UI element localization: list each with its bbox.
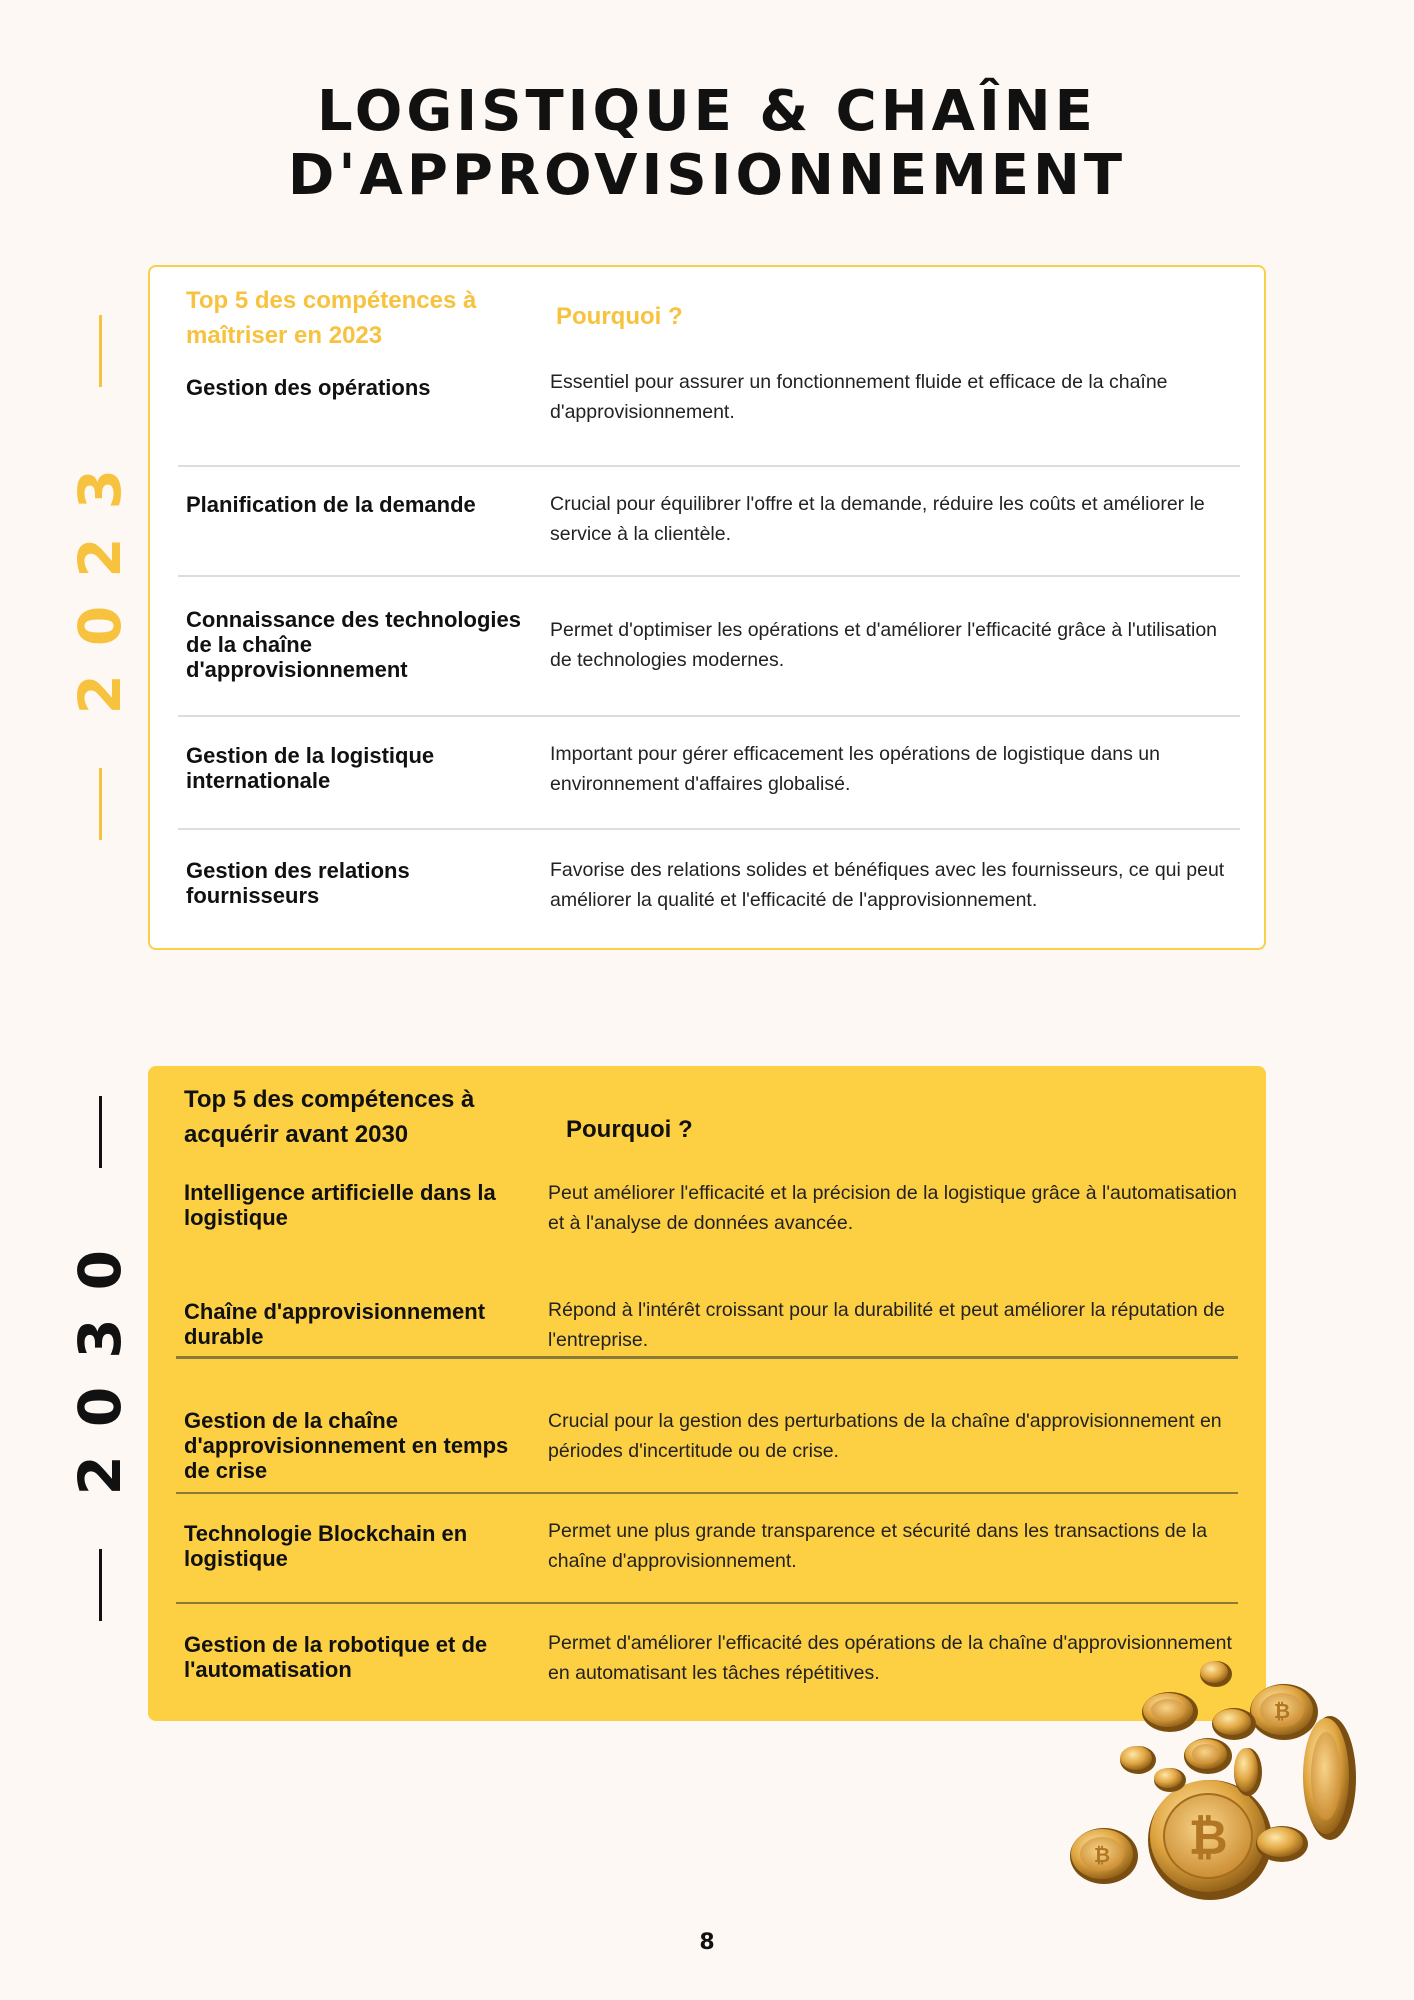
coin-icon [1120, 1746, 1156, 1774]
header-skills: Top 5 des compétences à acquérir avant 2030 [184, 1086, 475, 1148]
table-row [178, 359, 1240, 467]
year-text-2023: 2023 [66, 441, 134, 715]
skill-reason: Répond à l'intérêt croissant pour la durabilité et peut améliorer la réputation de l'entreprise. [548, 1299, 1225, 1351]
coin-icon [1142, 1692, 1198, 1732]
skill-reason: Permet d'améliorer l'efficacité des opérations de la chaîne d'approvisionnement en automatisant les tâches répétitives. [548, 1632, 1232, 1684]
skill-name: Chaîne d'approvisionnement durable [184, 1299, 486, 1349]
header-why: Pourquoi ? [556, 303, 683, 330]
coin-icon [1256, 1826, 1308, 1862]
skill-name: Gestion de la chaîne d'approvisionnement en temps de crise [184, 1408, 509, 1483]
svg-text:₿: ₿ [1093, 1843, 1111, 1867]
card-header [184, 1082, 1234, 1152]
year-text-2030: 2030 [66, 1222, 134, 1496]
header-why: Pourquoi ? [566, 1116, 693, 1143]
skill-name: Intelligence artificielle dans la logistique [184, 1180, 496, 1230]
bitcoin-coins-illustration [1060, 1660, 1380, 1950]
skills-card-2030 [148, 1066, 1266, 1721]
skill-reason: Peut améliorer l'efficacité et la précision de la logistique grâce à l'automatisation et à l'analyse de données avancée. [548, 1182, 1237, 1234]
page-number: 8 [699, 1930, 715, 1955]
year-label-2030 [50, 1096, 150, 1621]
coin-icon [1234, 1748, 1262, 1796]
card-header [186, 283, 1236, 353]
table-row [178, 717, 1240, 830]
coin-icon [1148, 1780, 1272, 1900]
table-row [178, 577, 1240, 717]
skill-name: Gestion de la logistique internationale [186, 743, 435, 793]
year-divider-top [99, 1096, 102, 1168]
coin-icon [1250, 1684, 1318, 1740]
page-title [0, 80, 1414, 208]
skill-name: Gestion des relations fournisseurs [186, 858, 410, 908]
page-title-line-1: LOGISTIQUE & CHAÎNE [317, 79, 1097, 144]
skills-card-2023 [148, 265, 1266, 950]
year-divider-bottom [99, 768, 102, 840]
skill-name: Gestion des opérations [186, 375, 431, 400]
skill-reason: Permet une plus grande transparence et sécurité dans les transactions de la chaîne d'approvisionnement. [548, 1520, 1208, 1572]
skill-reason: Permet d'optimiser les opérations et d'améliorer l'efficacité grâce à l'utilisation de technologies modernes. [550, 619, 1218, 671]
header-skills: Top 5 des compétences à maîtriser en 2023 [186, 287, 477, 349]
table-row [178, 830, 1240, 940]
svg-text:₿: ₿ [1188, 1810, 1228, 1866]
skill-reason: Crucial pour équilibrer l'offre et la demande, réduire les coûts et améliorer le service à la clientèle. [550, 493, 1205, 545]
skill-name: Technologie Blockchain en logistique [184, 1521, 468, 1571]
coin-icon [1070, 1828, 1138, 1884]
year-label-2023 [50, 315, 150, 840]
year-divider-bottom [99, 1549, 102, 1621]
svg-text:₿: ₿ [1273, 1699, 1291, 1723]
coin-icon [1212, 1708, 1256, 1740]
coin-icon [1200, 1661, 1232, 1687]
coin-icon [1303, 1716, 1356, 1840]
coin-icon [1154, 1768, 1186, 1792]
skill-name: Gestion de la robotique et de l'automatisation [184, 1632, 488, 1682]
skill-reason: Important pour gérer efficacement les opérations de logistique dans un environnement d'affaires globalisé. [550, 743, 1160, 795]
table-row [176, 1494, 1238, 1604]
table-row [178, 467, 1240, 577]
table-row [176, 1273, 1238, 1359]
skill-name: Planification de la demande [186, 492, 476, 517]
table-row [176, 1384, 1238, 1494]
page-title-line-2: D'APPROVISIONNEMENT [287, 143, 1127, 208]
skill-name: Connaissance des technologies de la chaîne d'approvisionnement [186, 607, 521, 682]
coin-icon [1184, 1738, 1232, 1774]
skill-reason: Crucial pour la gestion des perturbations de la chaîne d'approvisionnement en périodes d'incertitude ou de crise. [548, 1410, 1222, 1462]
skill-reason: Essentiel pour assurer un fonctionnement fluide et efficace de la chaîne d'approvisionnement. [550, 371, 1168, 423]
skill-reason: Favorise des relations solides et bénéfiques avec les fournisseurs, ce qui peut améliorer la qualité et l'efficacité de l'approvisionnement. [550, 859, 1225, 911]
year-divider-top [99, 315, 102, 387]
